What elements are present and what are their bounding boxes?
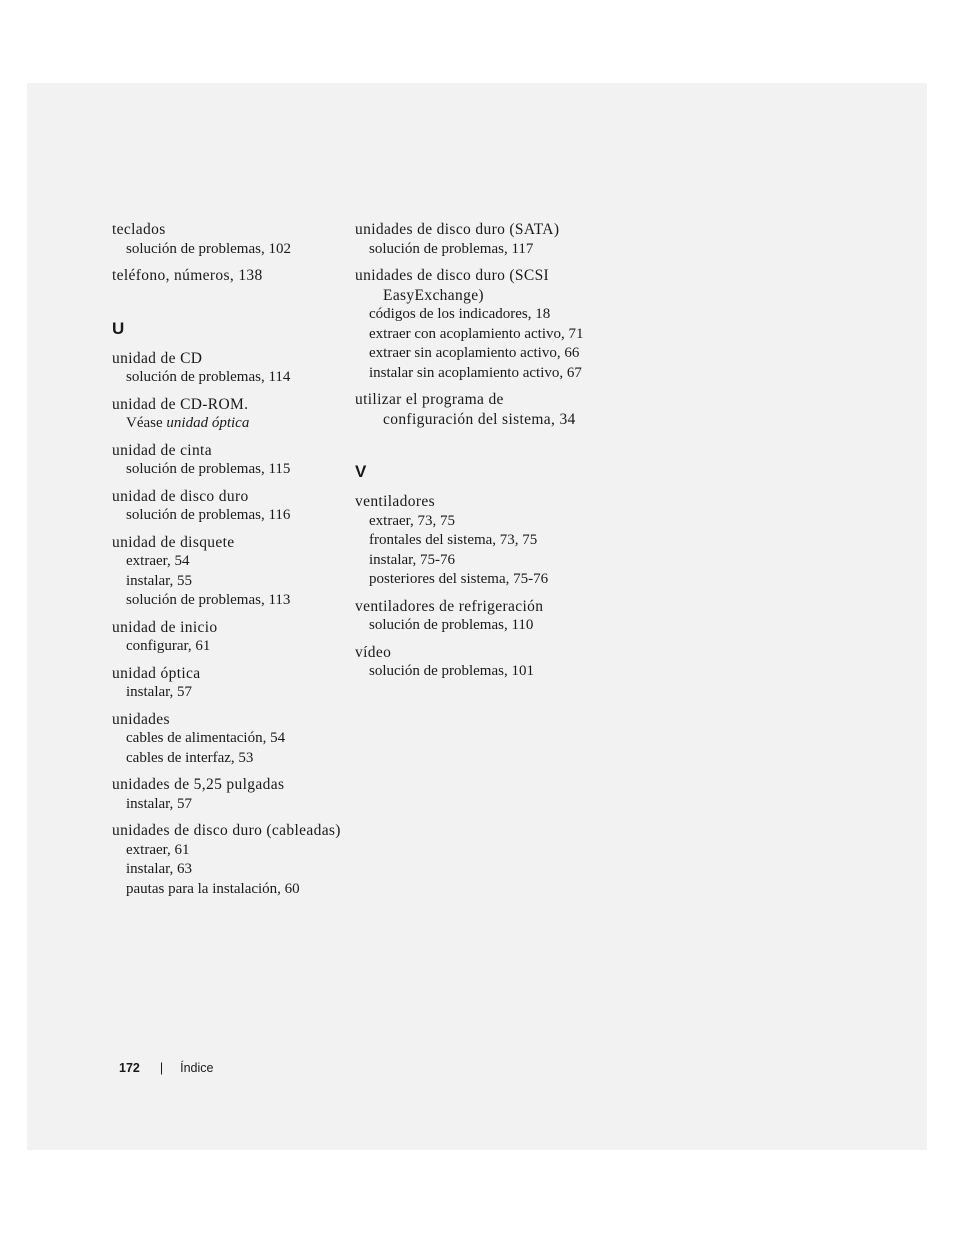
entry-term: unidades de disco duro (cableadas) [112,822,341,839]
subterm-text: solución de problemas, 114 [126,369,291,385]
subterm-text: solución de problemas, 102 [126,240,291,257]
entry-term: teléfono, números, 138 [112,267,263,284]
index-entry [112,618,342,657]
entry-subterm [112,240,342,260]
entry-subterm [355,512,595,532]
subterm-text: cables de interfaz, 53 [126,749,254,766]
subterm-text: extraer sin acoplamiento activo, 66 [369,345,580,361]
entry-group-v [355,492,595,682]
entry-term: unidad de inicio [112,618,218,636]
subterm-text: extraer, 54 [126,553,190,569]
section-letter-v: V [355,462,367,481]
entry-subterm [112,841,342,861]
section-name: Índice [180,1061,214,1075]
index-page [27,83,927,1150]
subterm-text: instalar, 63 [126,861,193,877]
entry-group-u [112,349,342,900]
page-number: 172 [119,1061,140,1075]
subterm-text: instalar, 55 [126,572,193,589]
subterm-text: instalar sin acoplamiento activo, 67 [369,364,582,381]
entry-subterm [355,616,595,636]
subterm-text: solución de problemas, 101 [369,663,534,679]
cross-reference: unidad óptica [166,415,250,431]
subterm-text: instalar, 57 [126,684,193,700]
entry-subterm [355,570,595,590]
subterm-text: extraer, 73, 75 [369,512,456,529]
entry-subterm [355,531,595,551]
index-entry [112,395,342,434]
entry-term: unidad de cinta [112,441,212,459]
entry-subterm [112,637,342,657]
index-column-right [355,220,595,689]
index-entry [355,643,595,682]
index-entry [112,821,342,899]
entry-subterm [112,683,342,703]
entry-subterm [112,506,342,526]
page-footer [119,1061,213,1075]
entry-subterm [355,344,595,364]
index-column-left [112,220,342,906]
subterm-text: frontales del sistema, 73, 75 [369,532,538,548]
entry-term: unidad de CD [112,349,203,367]
index-entry [355,492,595,590]
subterm-text: pautas para la instalación, 60 [126,880,300,897]
entry-term: utilizar el programa de configuración del sistema, 34 [355,391,576,428]
subterm-text: solución de problemas, 110 [369,617,534,633]
index-entry [112,349,342,388]
entry-subterm [112,749,342,769]
entry-subterm [112,860,342,880]
subterm-text: instalar, 75-76 [369,551,456,568]
index-entry [112,664,342,703]
subterm-text: solución de problemas, 115 [126,461,291,477]
entry-subterm [355,551,595,571]
index-entry [112,487,342,526]
index-entry [112,775,342,814]
entry-term: unidades de disco duro (SATA) [355,221,560,238]
subterm-text: solución de problemas, 117 [369,240,534,257]
entry-term: unidad de disco duro [112,487,249,505]
entry-subterm [355,305,595,325]
subterm-text: solución de problemas, 116 [126,507,291,523]
subterm-text: solución de problemas, 113 [126,592,291,608]
subterm-text: códigos de los indicadores, 18 [369,306,551,322]
entry-subterm [112,552,342,572]
entry-subterm [355,364,595,384]
subterm-text: configurar, 61 [126,638,211,654]
index-entry [112,220,342,259]
entry-group-right-top [355,220,595,429]
index-entry [355,390,595,429]
index-entry [112,441,342,480]
entry-subterm [355,240,595,260]
entry-subterm [355,325,595,345]
entry-term: ventiladores de refrigeración [355,597,544,615]
entry-term: ventiladores [355,493,435,510]
index-entry [355,220,595,259]
index-entry [112,533,342,611]
subterm-text: extraer, 61 [126,841,190,858]
subterm-text: Véase [126,415,167,431]
section-letter-u: U [112,318,125,338]
subterm-text: cables de alimentación, 54 [126,730,286,746]
entry-term: unidad óptica [112,664,201,682]
entry-subterm [112,460,342,480]
index-entry [355,266,595,383]
subterm-text: extraer con acoplamiento activo, 71 [369,325,584,342]
entry-subterm [112,368,342,388]
entry-term: unidades [112,710,170,728]
entry-term: teclados [112,221,166,238]
entry-term: unidades de 5,25 pulgadas [112,776,285,793]
index-entry [112,266,342,286]
entry-term: unidad de CD-ROM. [112,395,249,413]
entry-group-left-top [112,220,342,286]
entry-subterm [112,880,342,900]
entry-subterm [112,795,342,815]
subterm-text: posteriores del sistema, 75-76 [369,571,549,587]
entry-subterm [112,414,342,434]
index-entry [355,597,595,636]
entry-term: unidad de disquete [112,533,235,551]
entry-term: vídeo [355,643,392,661]
entry-subterm [355,662,595,682]
subterm-text: instalar, 57 [126,795,193,812]
entry-term: unidades de disco duro (SCSI EasyExchange) [355,267,550,304]
entry-subterm [112,572,342,592]
index-entry [112,710,342,769]
entry-subterm [112,729,342,749]
entry-subterm [112,591,342,611]
footer-separator: | [159,1061,164,1075]
